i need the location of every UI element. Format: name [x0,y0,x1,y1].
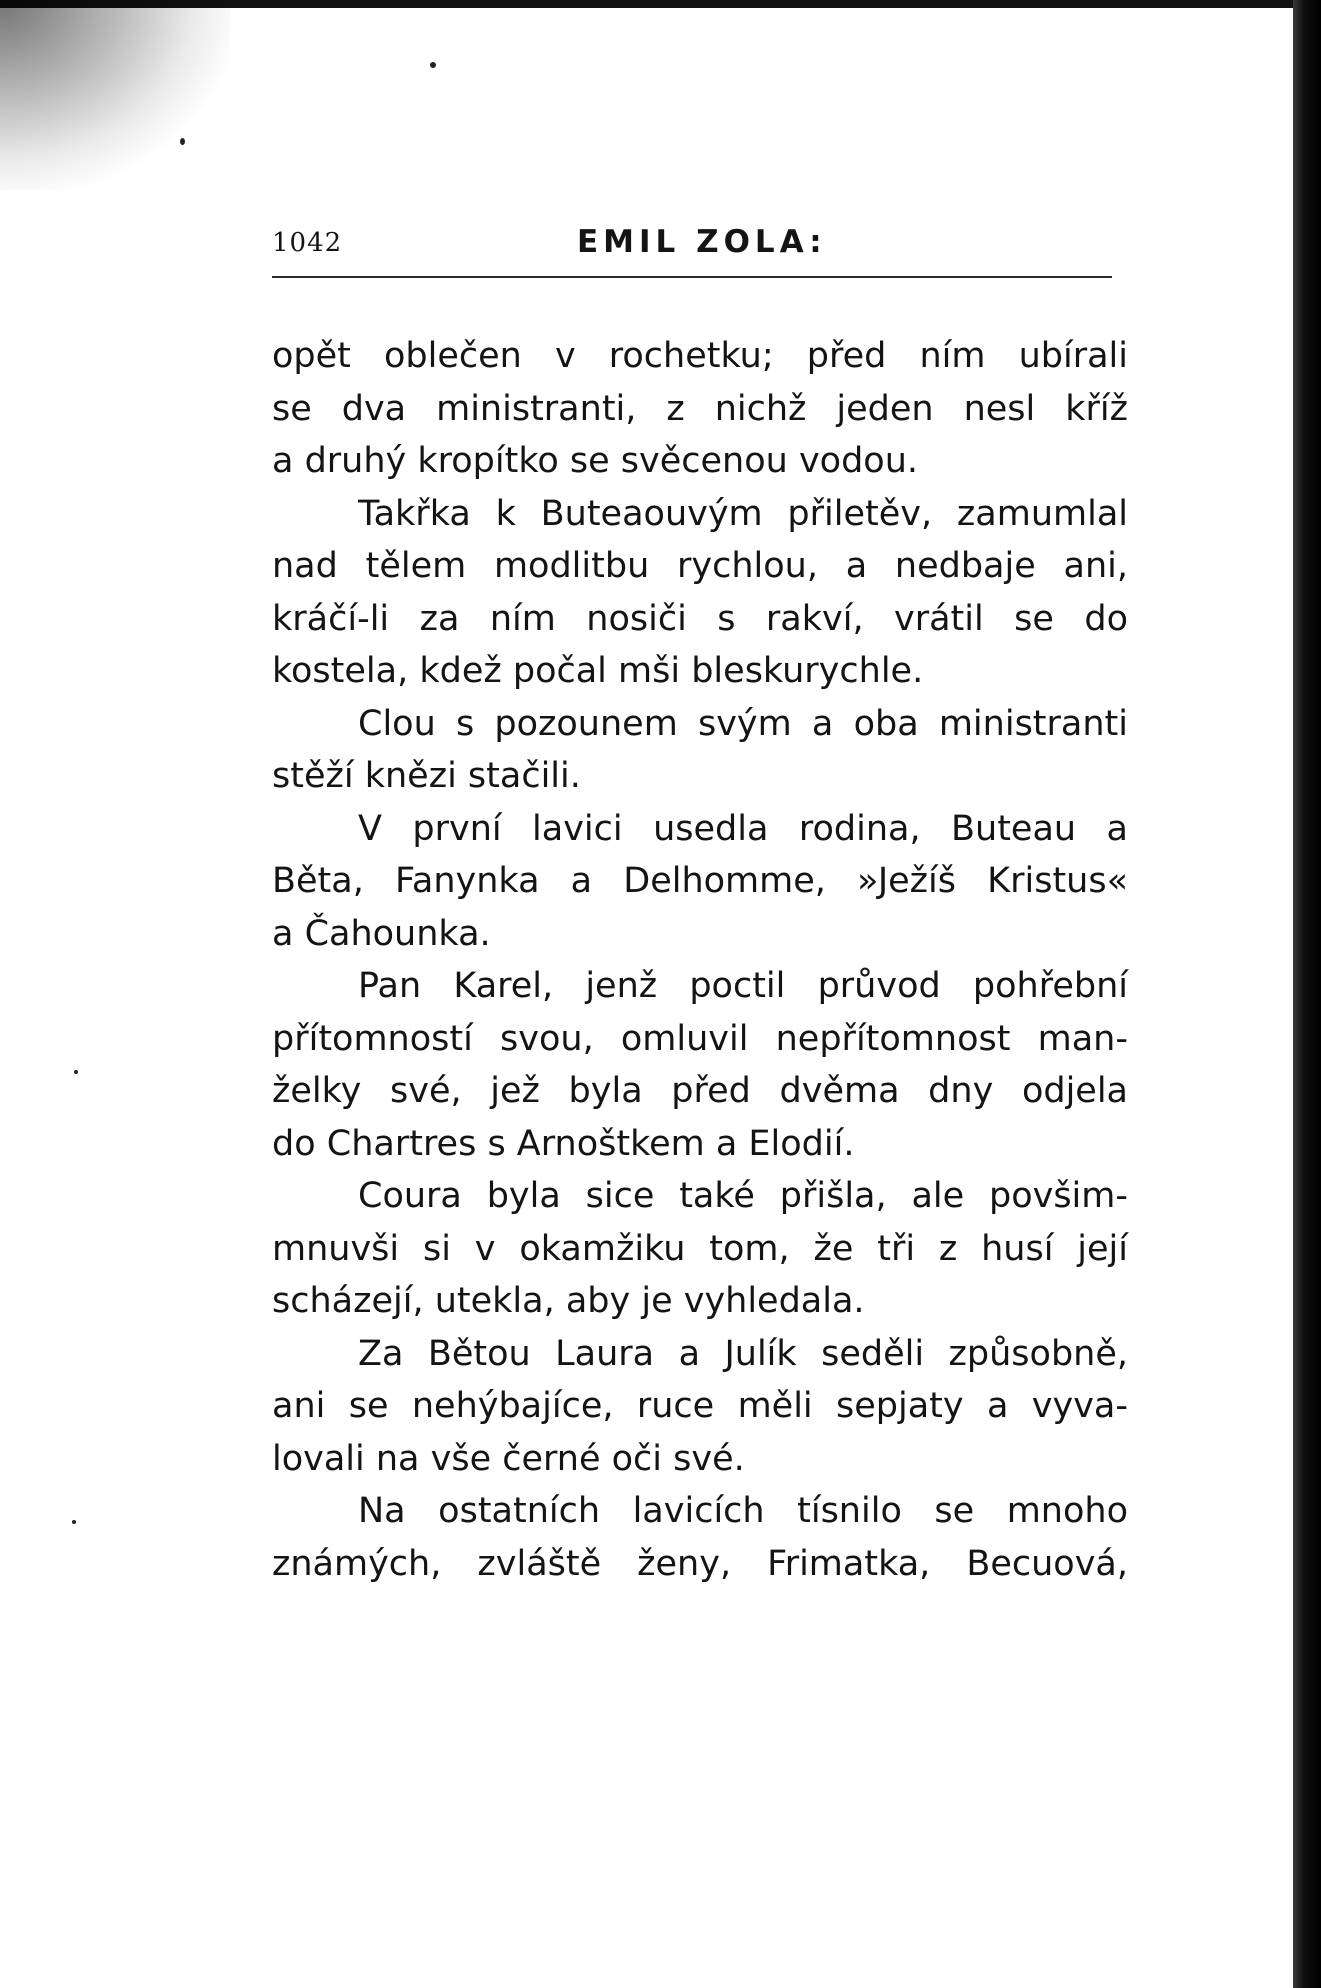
text-line: V první lavici usedla rodina, Buteau a [358,808,1128,849]
text-line: Pan Karel, jenž poctil průvod pohřební [358,966,1128,1006]
text-line: do Chartres s Arnoštkem a Elodií. [272,1123,855,1164]
text-line: nad tělem modlitbu rychlou, a nedbaje ani, [272,546,1128,586]
text-line: Coura byla sice také přišla, ale povšim- [358,1176,1128,1216]
scan-corner-smudge [0,0,230,190]
text-line: opět oblečen v rochetku; před ním ubírali [272,336,1128,376]
scan-speck [430,62,436,68]
text-line: kráčí-li za ním nosiči s rakví, vrátil se do [272,598,1128,639]
scan-speck [180,138,185,145]
text-line: známých, zvláště ženy, Frimatka, Becuová, [272,1543,1128,1584]
scan-speck [72,1520,76,1524]
scan-right-edge [1293,0,1321,1988]
body-text [272,330,1128,1590]
text-line: a Čahounka. [272,913,491,954]
header-rule [272,276,1112,278]
text-line: kostela, kdež počal mši bleskurychle. [272,651,924,691]
text-line: ani se nehýbajíce, ruce měli sepjaty a vyva- [272,1386,1128,1426]
page-number: 1042 [272,228,343,258]
text-line: Za Bětou Laura a Julík seděli způsobně, [358,1333,1128,1374]
text-line: scházejí, utekla, aby je vyhledala. [272,1281,865,1321]
text-line: Na ostatních lavicích tísnilo se mnoho [358,1491,1128,1531]
text-line: Takřka k Buteaouvým přiletěv, zamumlal [358,493,1128,534]
text-line: a druhý kropítko se svěcenou vodou. [272,441,919,481]
text-line: lovali na vše černé oči své. [272,1438,745,1479]
scan-speck [74,1070,78,1074]
text-line: Clou s pozounem svým a oba ministranti [358,703,1128,744]
text-line: želky své, jež byla před dvěma dny odjela [272,1071,1128,1111]
running-head: EMIL ZOLA: [577,224,827,260]
text-line: Běta, Fanynka a Delhomme, »Ježíš Kristus« [272,861,1128,901]
text-line: mnuvši si v okamžiku tom, že tři z husí její [272,1228,1128,1269]
text-line: stěží knězi stačili. [272,756,581,796]
text-line: se dva ministranti, z nichž jeden nesl kříž [272,388,1128,429]
text-line: přítomností svou, omluvil nepřítomnost man- [272,1018,1128,1059]
page-header [272,222,1112,262]
